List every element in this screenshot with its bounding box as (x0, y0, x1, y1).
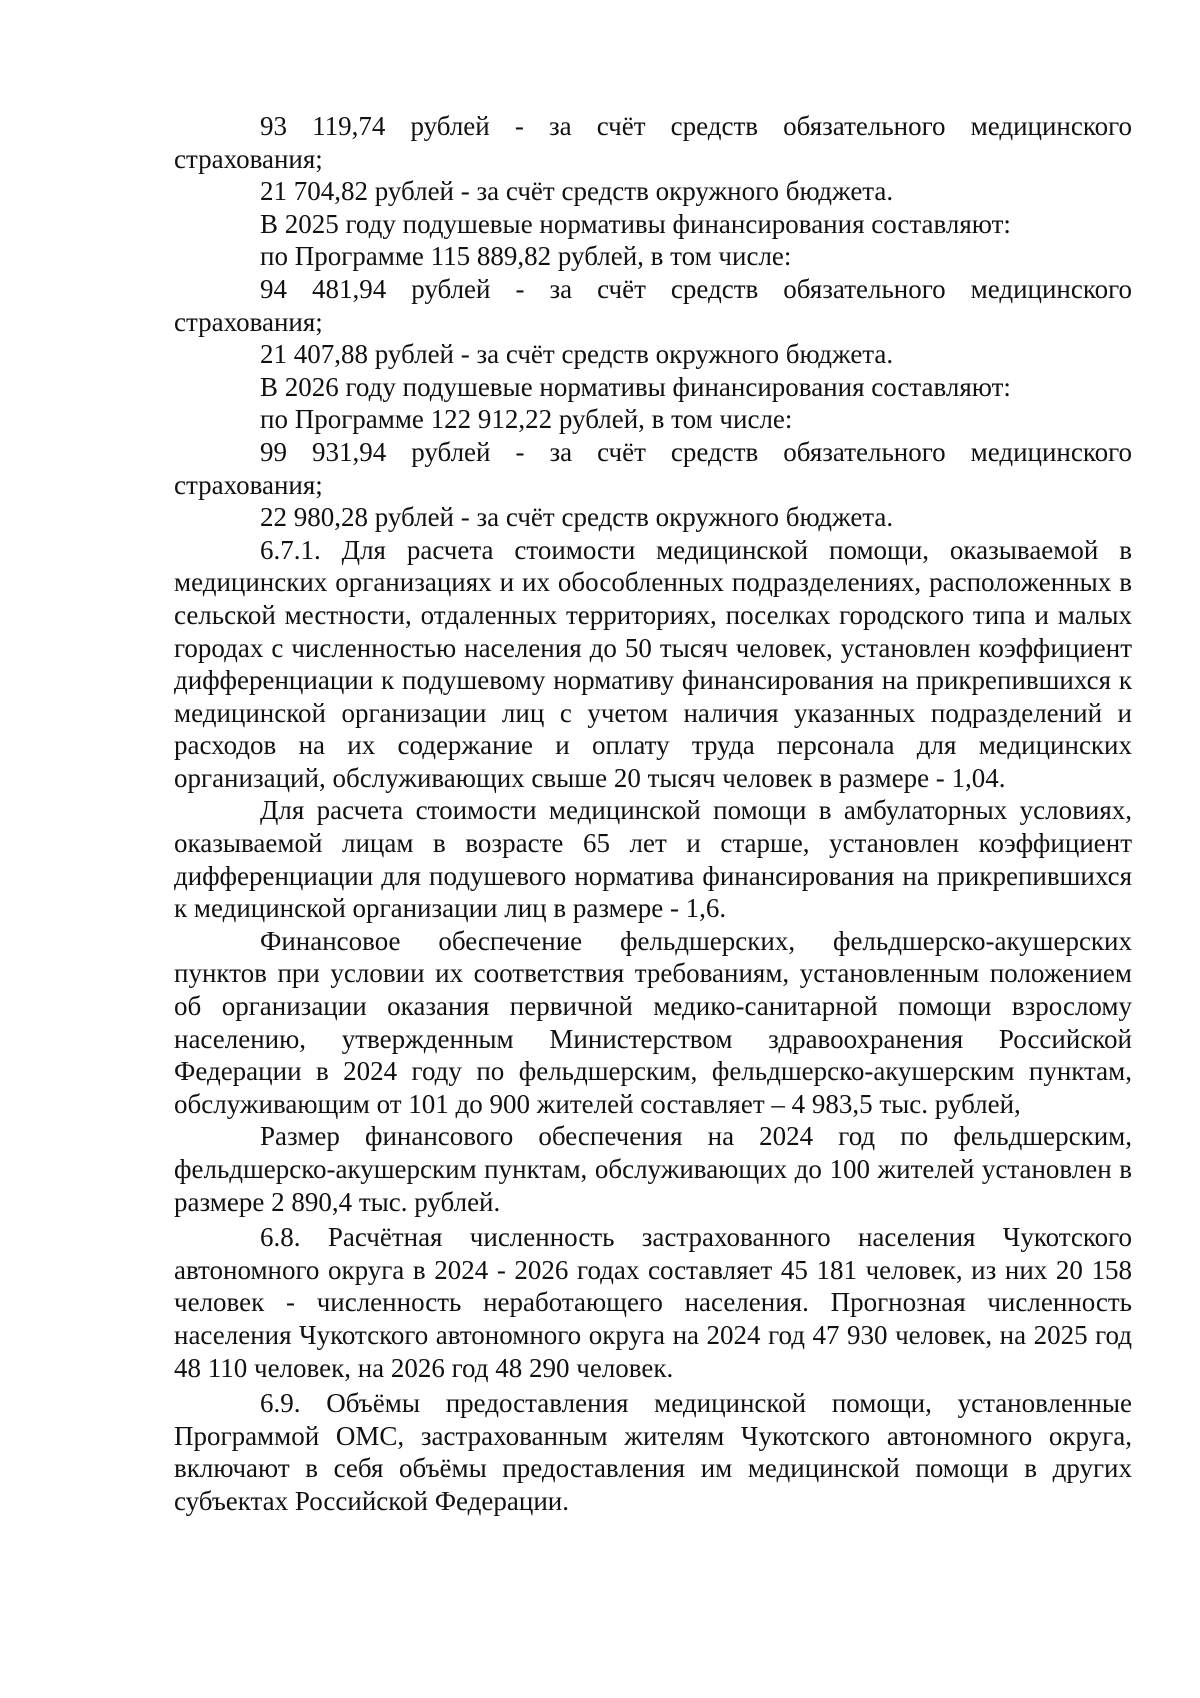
paragraph-oms-2024: 93 119,74 рублей - за счёт средств обязательного медицинского страхования; (174, 111, 1132, 174)
paragraph-norms-2026-heading: В 2026 году подушевые нормативы финансирования составляют: (260, 371, 1011, 402)
paragraph-budget-2025: 21 407,88 рублей - за счёт средств окружного бюджета. (260, 339, 894, 370)
paragraph-6-7-1: 6.7.1. Для расчета стоимости медицинской помощи, оказываемой в медицинских организациях и их обособленных подразделениях, расположенных в сельской местности, отдаленных территориях, поселках городского типа и малых городах с численностью населения до 50 тысяч человек, установлен коэффициент дифференциации к подушевому нормативу финансирования на прикрепившихся к медицинской организации лиц с учетом наличия указанных подразделений и расходов на их содержание и оплату труда персонала для медицинских организаций, обслуживающих свыше 20 тысяч человек в размере - 1,04. (174, 534, 1132, 793)
paragraph-budget-2026: 22 980,28 рублей - за счёт средств окружного бюджета. (260, 502, 894, 533)
paragraph-fap-financing: Финансовое обеспечение фельдшерских, фельдшерско-акушерских пунктов при условии их соответствия требованиям, установленным положением об организации оказания первичной медико-санитарной помощи взрослому населению, утвержденным Министерством здравоохранения Российской Федерации в 2024 году по фельдшерским, фельдшерско-акушерским пунктам, обслуживающим от 101 до 900 жителей составляет – 4 983,5 тыс. рублей, (174, 925, 1132, 1119)
paragraph-program-2025: по Программе 115 889,82 рублей, в том числе: (260, 241, 792, 272)
paragraph-norms-2025-heading: В 2025 году подушевые нормативы финансирования составляют: (260, 208, 1011, 239)
paragraph-program-2026: по Программе 122 912,22 рублей, в том числе: (260, 404, 793, 435)
paragraph-oms-2025: 94 481,94 рублей - за счёт средств обязательного медицинского страхования; (174, 273, 1132, 337)
paragraph-fap-small: Размер финансового обеспечения на 2024 год по фельдшерским, фельдшерско-акушерским пунктам, обслуживающих до 100 жителей установлен в размере 2 890,4 тыс. рублей. (174, 1121, 1132, 1217)
paragraph-6-8: 6.8. Расчётная численность застрахованного населения Чукотского автономного округа в 2024 - 2026 годах составляет 45 181 человек, из них 20 158 человек - численность неработающего населения. Прогнозная численность населения Чукотского автономного округа на 2024 год 47 930 человек, на 2025 год 48 110 человек, на 2026 год 48 290 человек. (174, 1222, 1132, 1383)
document-page (174, 110, 1132, 1518)
paragraph-ambulatory-coefficient: Для расчета стоимости медицинской помощи в амбулаторных условиях, оказываемой лицам в возрасте 65 лет и старше, установлен коэффициент дифференциации для подушевого норматива финансирования на прикрепившихся к медицинской организации лиц в размере - 1,6. (174, 795, 1132, 924)
paragraph-budget-2024: 21 704,82 рублей - за счёт средств окружного бюджета. (260, 176, 894, 207)
paragraph-6-9: 6.9. Объёмы предоставления медицинской помощи, установленные Программой ОМС, застрахованным жителям Чукотского автономного округа, включают в себя объёмы предоставления им медицинской помощи в других субъектах Российской Федерации. (174, 1388, 1132, 1516)
paragraph-oms-2026: 99 931,94 рублей - за счёт средств обязательного медицинского страхования; (174, 436, 1132, 500)
